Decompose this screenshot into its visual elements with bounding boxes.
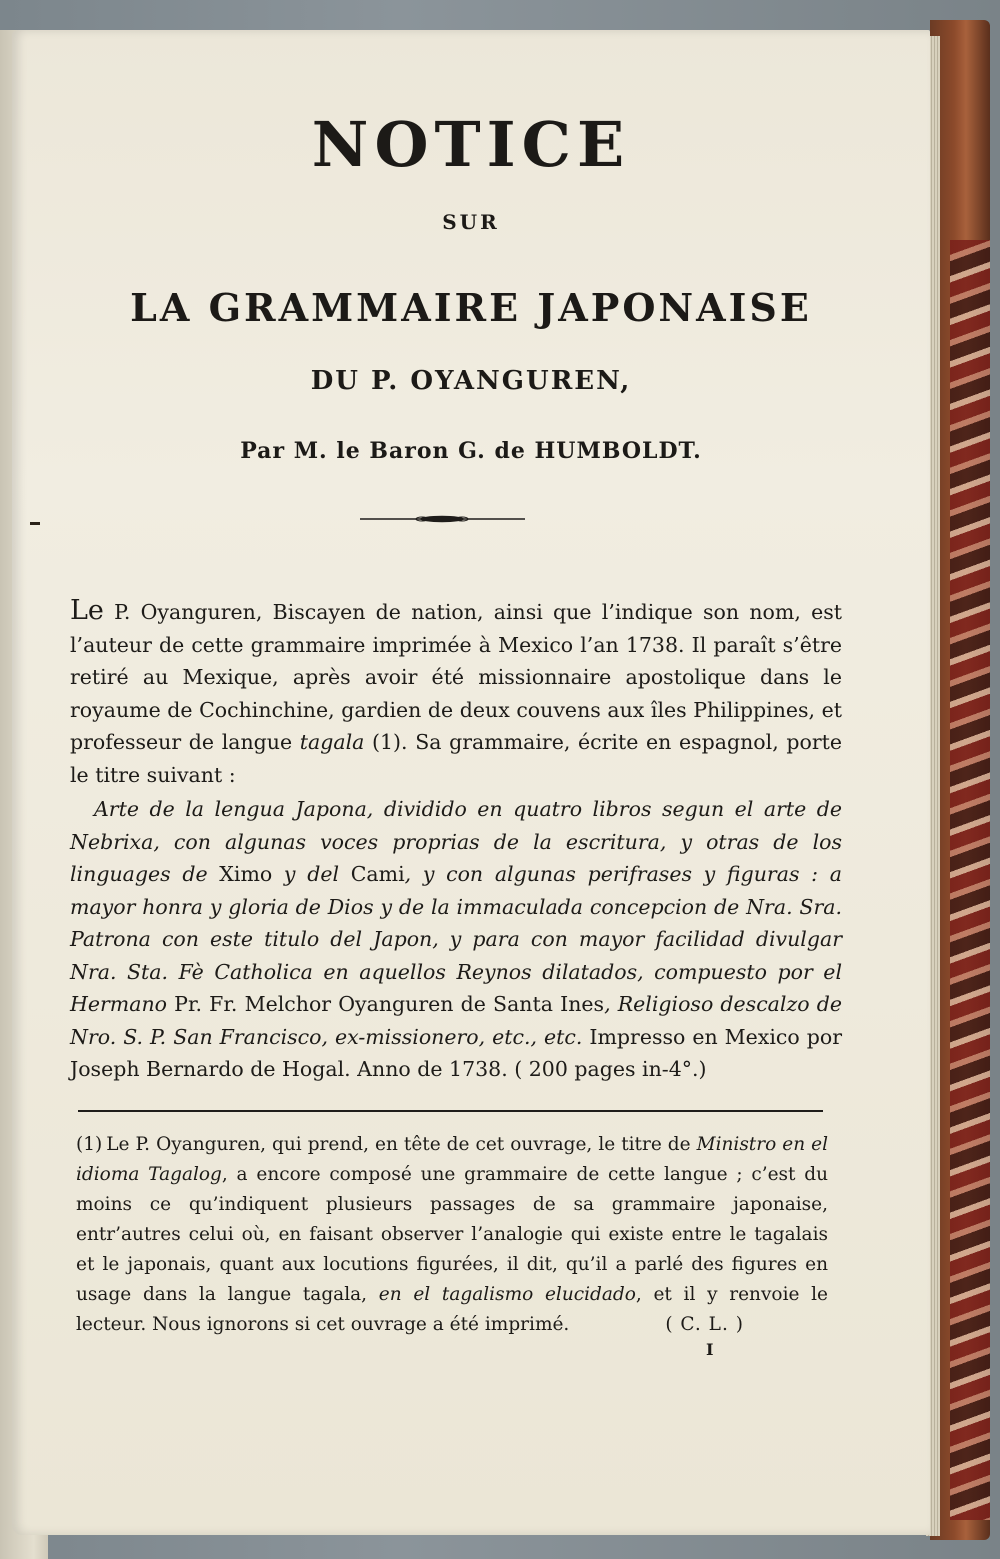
footnote-text-3: , et il y renvoie le lecteur. Nous ignorons si cet ouvrage a été imprimé. bbox=[76, 1284, 829, 1335]
quote-ximo: Ximo bbox=[219, 862, 273, 886]
book-page bbox=[12, 30, 930, 1535]
folio-number: I bbox=[706, 1340, 714, 1359]
marbled-endpaper bbox=[950, 240, 990, 1520]
footnote bbox=[76, 1130, 828, 1340]
intro-text-1: P. Oyanguren, Biscayen de nation, ainsi que l’indique son nom, est l’auteur de cette grammaire imprimée à Mexico l’an 1738. Il paraît s’être retiré au Mexique, après avoir été missionnaire apostolique dans le royaume de Cochinchine, gardien de deux couvens aux îles Philippines, et professeur de langue bbox=[70, 600, 842, 754]
footnote-ministro: Ministro en el idioma Tagalog bbox=[76, 1134, 828, 1185]
footnote-rule bbox=[78, 1110, 823, 1112]
intro-text-2: (1). Sa grammaire, écrite en espagnol, porte le titre suivant : bbox=[70, 730, 842, 787]
quote-text-1: Arte de la lengua Japona, dividido en quatro libros segun el arte de Nebrixa, con algunas voces proprias de la escritura, y otras de los linguages de bbox=[70, 797, 842, 886]
quote-melchor: Pr. Fr. Melchor Oyanguren de Santa Ines bbox=[174, 992, 605, 1016]
paragraph-title-quote bbox=[70, 793, 842, 1086]
drop-cap: Le bbox=[70, 595, 104, 626]
title-subject: LA GRAMMAIRE JAPONAISE bbox=[130, 285, 812, 330]
title-notice: NOTICE bbox=[311, 108, 631, 181]
ornament-rule bbox=[360, 512, 525, 526]
title-du-oyanguren: DU P. OYANGUREN, bbox=[310, 366, 632, 396]
paragraph-intro bbox=[70, 595, 842, 791]
quote-text-4: , Religioso descalzo de Nro. S. P. San Francisco, ex-missionero, etc., etc. bbox=[70, 992, 842, 1049]
footnote-text-1: Le P. Oyanguren, qui prend, en tête de cet ouvrage, le titre de bbox=[106, 1134, 697, 1155]
footnote-label: (1) bbox=[76, 1134, 103, 1155]
title-sur: SUR bbox=[442, 210, 500, 234]
intro-tagala: tagala bbox=[299, 730, 365, 754]
quote-imprint: Impresso en Mexico por Joseph Bernardo de Hogal. Anno de 1738. ( 200 pages in-4°.) bbox=[70, 1024, 842, 1081]
title-author: Par M. le Baron G. de HUMBOLDT. bbox=[240, 438, 702, 464]
footnote-elucidado: en el tagalismo elucidado bbox=[378, 1284, 636, 1305]
quote-cami: Cami bbox=[350, 862, 405, 886]
footnote-text-2: , a encore composé une grammaire de cette langue ; c’est du moins ce qu’indiquent plusieurs passages de sa grammaire japonaise, entr’autres celui où, en faisant observer l’analogie qui existe entre le tagalais et le japonais, quant aux locutions figurées, il dit, qu’il a parlé des figures en usage dans la langue tagala, bbox=[76, 1164, 829, 1305]
quote-text-2: y del bbox=[272, 862, 351, 886]
footnote-signature: ( C. L. ) bbox=[665, 1314, 744, 1335]
quote-text-3: , y con algunas perifrases y figuras : a mayor honra y gloria de Dios y de la immaculada concepcion de Nra. Sra. Patrona con este titulo del Japon, y para con mayor facilidad divulgar Nra. Sta. Fè Catholica en aquellos Reynos dilatados, compuesto por el Hermano bbox=[70, 862, 842, 1016]
page-mark bbox=[30, 522, 40, 525]
